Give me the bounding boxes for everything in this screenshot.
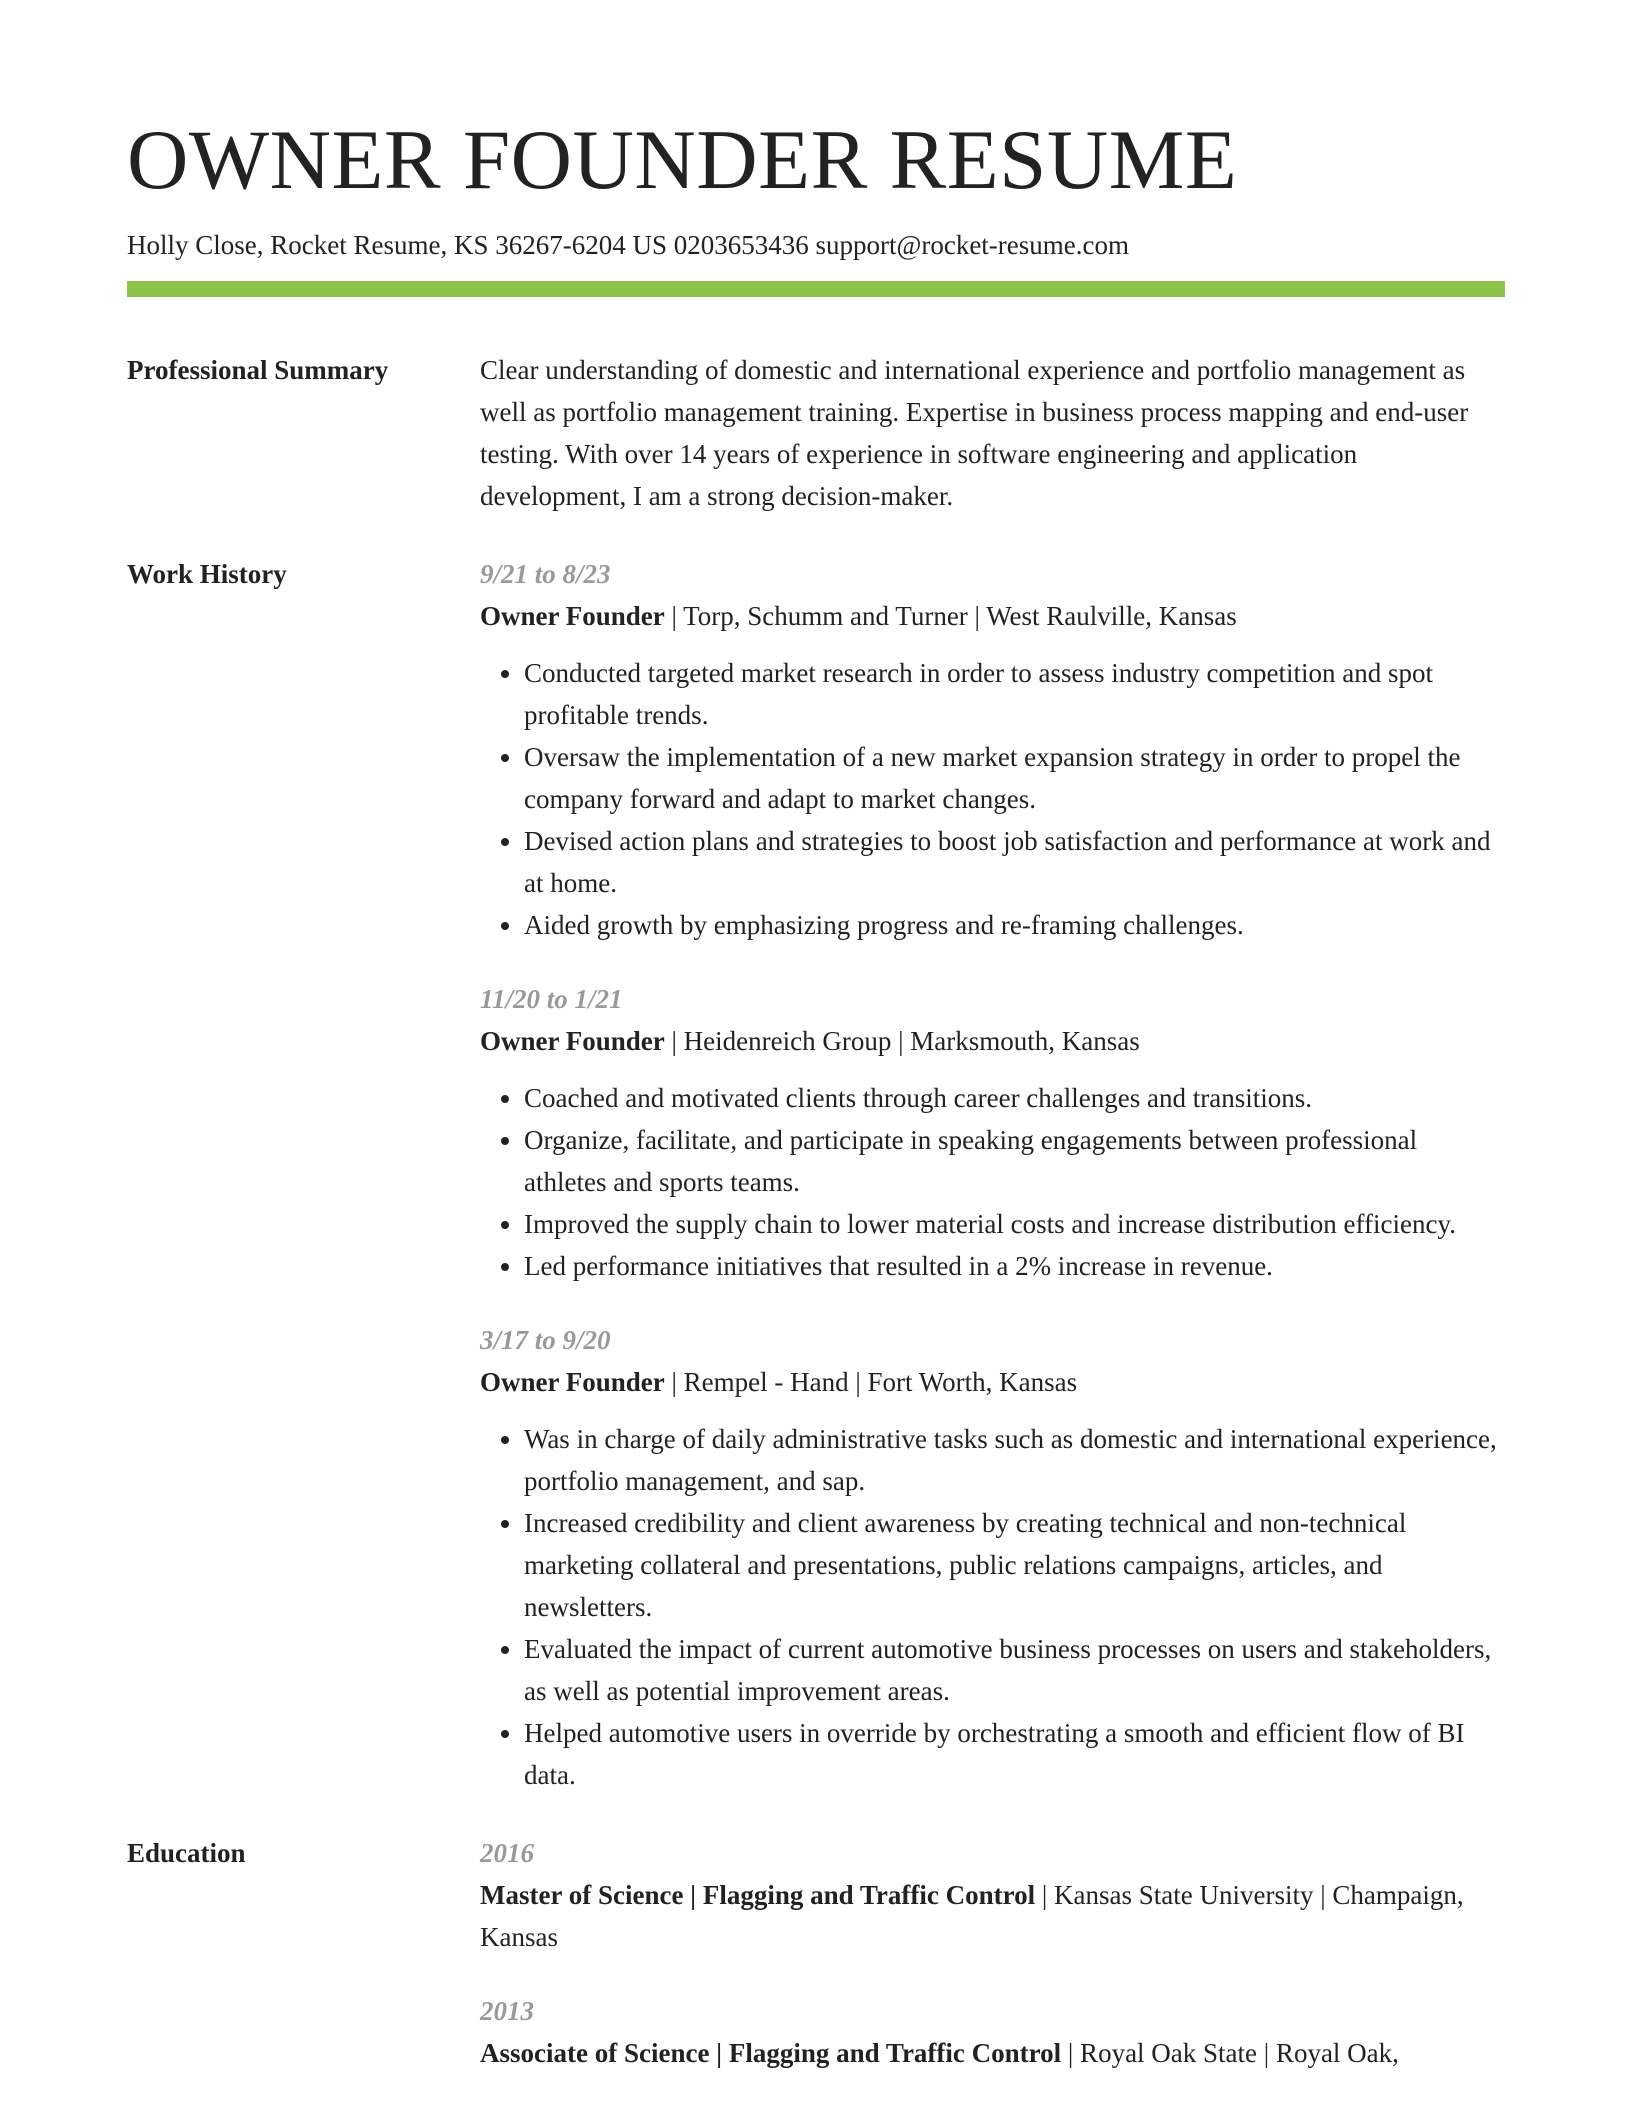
accent-divider	[127, 281, 1505, 297]
job-role-line	[480, 595, 1505, 637]
job-details: | Torp, Schumm and Turner | West Raulville, Kansas	[664, 601, 1237, 632]
bullet-item: • Devised action plans and strategies to boost job satisfaction and performance at work and at home.	[524, 820, 1505, 904]
bullet-item: • Was in charge of daily administrative tasks such as domestic and international experience, portfolio management, and sap.	[524, 1418, 1505, 1502]
bullet-item: • Conducted targeted market research in order to assess industry competition and spot profitable trends.	[524, 652, 1505, 736]
job-role-line	[480, 1020, 1505, 1062]
job-bullets	[480, 652, 1505, 946]
job-role-line	[480, 1361, 1505, 1403]
bullet-item: • Oversaw the implementation of a new market expansion strategy in order to propel the company forward and adapt to market changes.	[524, 736, 1505, 820]
education-details: | Royal Oak State | Royal Oak,	[1061, 2038, 1399, 2069]
section-label-summary: Professional Summary	[127, 355, 389, 386]
bullet-item: • Coached and motivated clients through career challenges and transitions.	[524, 1077, 1505, 1119]
summary-text: Clear understanding of domestic and international experience and portfolio management as well as portfolio management training. Expertise in business process mapping and end-user testing. With over 14 years of experience in software engineering and application development, I am a strong decision-maker.	[480, 355, 1469, 512]
section-label-work-history: Work History	[127, 559, 287, 590]
job-title: Owner Founder	[480, 1026, 665, 1057]
education-entry	[480, 1990, 1505, 2074]
education-line	[480, 2032, 1505, 2074]
education-details: | Kansas State University | Champaign, Kansas	[480, 1880, 1464, 1953]
bullet-item: • Led performance initiatives that resulted in a 2% increase in revenue.	[524, 1245, 1505, 1287]
job-details: | Rempel - Hand | Fort Worth, Kansas	[664, 1367, 1078, 1398]
job-dates: 9/21 to 8/23	[480, 559, 611, 590]
bullet-item: • Increased credibility and client awareness by creating technical and non-technical marketing collateral and presentations, public relations campaigns, articles, and newsletters.	[524, 1502, 1505, 1628]
job-dates: 11/20 to 1/21	[480, 984, 623, 1015]
education-degree: Associate of Science | Flagging and Traffic Control	[480, 2038, 1062, 2069]
education-degree: Master of Science | Flagging and Traffic Control	[480, 1880, 1036, 1911]
section-label-education: Education	[127, 1838, 246, 1869]
job-entry	[480, 978, 1505, 1287]
education-entry	[480, 1832, 1505, 1958]
job-bullets	[480, 1418, 1505, 1796]
education-year: 2013	[480, 1996, 534, 2027]
job-entry	[480, 1319, 1505, 1796]
work-history-section	[127, 553, 1505, 1796]
resume-page	[127, 113, 1505, 2074]
job-entry	[480, 553, 1505, 946]
bullet-item: • Organize, facilitate, and participate in speaking engagements between professional athletes and sports teams.	[524, 1119, 1505, 1203]
education-section	[127, 1832, 1505, 2074]
bullet-item: • Improved the supply chain to lower material costs and increase distribution efficiency.	[524, 1203, 1505, 1245]
bullet-item: • Aided growth by emphasizing progress and re-framing challenges.	[524, 904, 1505, 946]
summary-section	[127, 349, 1505, 517]
bullet-item: • Helped automotive users in override by orchestrating a smooth and efficient flow of BI data.	[524, 1712, 1505, 1796]
contact-line: Holly Close, Rocket Resume, KS 36267-6204 US 0203653436 support@rocket-resume.com	[127, 230, 1130, 260]
education-body	[480, 1832, 1505, 2074]
job-bullets	[480, 1077, 1505, 1287]
job-title: Owner Founder	[480, 601, 665, 632]
job-details: | Heidenreich Group | Marksmouth, Kansas	[664, 1026, 1140, 1057]
job-title: Owner Founder	[480, 1367, 665, 1398]
work-history-body	[480, 553, 1505, 1796]
education-line	[480, 1874, 1505, 1958]
bullet-item: • Evaluated the impact of current automotive business processes on users and stakeholders, as well as potential improvement areas.	[524, 1628, 1505, 1712]
job-dates: 3/17 to 9/20	[480, 1325, 611, 1356]
resume-title: OWNER FOUNDER RESUME	[127, 113, 1238, 207]
education-year: 2016	[480, 1838, 534, 1869]
summary-body	[480, 349, 1505, 517]
